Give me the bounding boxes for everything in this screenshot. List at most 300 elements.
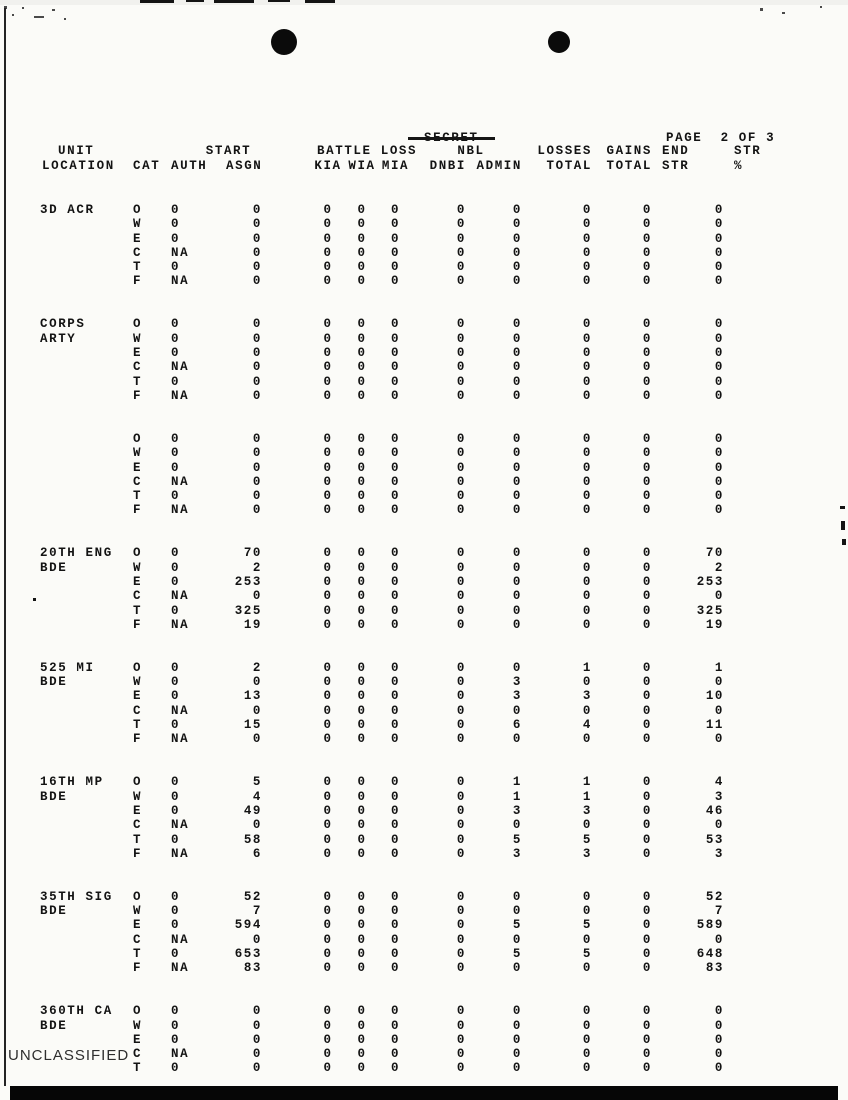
gap-cell: [262, 847, 311, 861]
table-header: [40, 144, 772, 203]
gap-cell: [262, 561, 311, 575]
cat-cell: E: [133, 460, 143, 475]
scan-noise: [782, 12, 785, 14]
end-str-cell: 0: [714, 818, 725, 833]
unit-cell: [40, 575, 133, 589]
kia-cell: 0: [323, 932, 333, 947]
admin-cell: 0: [512, 260, 523, 275]
str-pct-cell: [724, 203, 772, 217]
admin-cell: 0: [512, 575, 523, 589]
table-row: [40, 618, 772, 632]
end-str-cell: 0: [714, 1032, 725, 1047]
str-pct-cell: [724, 918, 772, 932]
mia-cell: 0: [390, 388, 401, 403]
mia-cell: 0: [390, 374, 401, 389]
losses-total-cell: 0: [582, 1047, 593, 1062]
mia-cell: 0: [390, 803, 401, 818]
table-row: [40, 790, 772, 804]
str-pct-cell: [724, 890, 772, 904]
wia-cell: 0: [357, 1018, 367, 1033]
table-row: [40, 847, 772, 861]
kia-cell: 0: [323, 460, 333, 475]
table-row: [40, 1004, 772, 1018]
gains-total-cell: 0: [642, 617, 653, 632]
end-str-cell: 0: [714, 460, 725, 475]
losses-total-cell: 1: [582, 789, 593, 804]
asgn-cell: 0: [252, 360, 263, 375]
admin-cell: 0: [512, 245, 523, 260]
gains-total-cell: 0: [642, 231, 653, 246]
table-row: [40, 274, 772, 288]
table-row: [40, 933, 772, 947]
losses-total-cell: 0: [582, 1061, 593, 1076]
kia-cell: 0: [323, 846, 333, 861]
gap-cell: [262, 246, 311, 260]
dnbi-cell: 0: [456, 274, 467, 289]
gap-cell: [262, 790, 311, 804]
cat-cell: C: [133, 360, 143, 375]
cat-cell: W: [133, 331, 143, 346]
gap-cell: [262, 947, 311, 961]
gains-total-cell: 0: [642, 446, 653, 461]
losses-total-cell: 0: [582, 231, 593, 246]
auth-cell: NA: [171, 274, 190, 289]
end-str-cell: 0: [714, 503, 725, 518]
dnbi-cell: 0: [456, 388, 467, 403]
admin-cell: 3: [512, 675, 523, 690]
end-str-cell: 3: [714, 789, 725, 804]
str-pct-cell: [724, 575, 772, 589]
scan-noise: [52, 9, 55, 11]
table-row: [40, 804, 772, 818]
scan-bottom-bar: [10, 1086, 838, 1100]
str-pct-cell: [724, 375, 772, 389]
gains-total-cell: 0: [642, 217, 653, 232]
cat-cell: W: [133, 675, 143, 690]
col-header-location: LOCATION: [42, 159, 115, 173]
gap-cell: [262, 260, 311, 274]
admin-cell: 0: [512, 503, 523, 518]
gap-cell: [262, 1019, 311, 1033]
table-row: [40, 718, 772, 732]
col-header-unit: UNIT: [58, 144, 95, 158]
mia-cell: 0: [390, 675, 401, 690]
table-row: [40, 489, 772, 503]
unit-cell: [40, 1033, 133, 1047]
auth-cell: 0: [171, 718, 181, 733]
unit-cell: [40, 933, 133, 947]
asgn-cell: 0: [252, 217, 263, 232]
wia-cell: 0: [357, 203, 367, 217]
col-header-spacer: [133, 144, 171, 159]
gains-total-cell: 0: [642, 889, 653, 904]
col-header-gains-total: TOTAL: [606, 159, 653, 173]
table-row: [40, 246, 772, 260]
kia-cell: 0: [323, 360, 333, 375]
admin-cell: 0: [512, 961, 523, 976]
kia-cell: 0: [323, 617, 333, 632]
dnbi-cell: 0: [456, 446, 467, 461]
losses-total-cell: 0: [582, 317, 593, 332]
gap-cell: [262, 346, 311, 360]
gap-cell: [262, 661, 311, 675]
gap-cell: [262, 1061, 311, 1075]
mia-cell: 0: [390, 203, 401, 217]
unit-cell: [40, 232, 133, 246]
mia-cell: 0: [390, 217, 401, 232]
wia-cell: 0: [357, 603, 367, 618]
mia-cell: 0: [390, 546, 401, 561]
gap-cell: [262, 575, 311, 589]
gap-cell: [262, 232, 311, 246]
str-pct-cell: [724, 432, 772, 446]
admin-cell: 0: [512, 703, 523, 718]
mia-cell: 0: [390, 832, 401, 847]
kia-cell: 0: [323, 431, 333, 446]
admin-cell: 1: [512, 775, 523, 790]
gains-total-cell: 0: [642, 904, 653, 919]
end-str-cell: 0: [714, 274, 725, 289]
unit-cell: [40, 446, 133, 460]
str-pct-cell: [724, 718, 772, 732]
unit-cell: [40, 818, 133, 832]
dnbi-cell: 0: [456, 560, 467, 575]
kia-cell: 0: [323, 388, 333, 403]
admin-cell: 0: [512, 617, 523, 632]
dnbi-cell: 0: [456, 245, 467, 260]
gap-cell: [262, 332, 311, 346]
gains-total-cell: 0: [642, 775, 653, 790]
asgn-cell: 2: [252, 660, 263, 675]
dnbi-cell: 0: [456, 474, 467, 489]
admin-cell: 0: [512, 889, 523, 904]
unit-cell: [40, 833, 133, 847]
gains-total-cell: 0: [642, 1047, 653, 1062]
cat-cell: W: [133, 904, 143, 919]
kia-cell: 0: [323, 961, 333, 976]
dnbi-cell: 0: [456, 775, 467, 790]
losses-total-cell: 0: [582, 460, 593, 475]
block-gap: [40, 403, 772, 432]
auth-cell: 0: [171, 346, 181, 361]
wia-cell: 0: [357, 560, 367, 575]
kia-cell: 0: [323, 1018, 333, 1033]
wia-cell: 0: [357, 274, 367, 289]
scan-noise: [33, 598, 36, 601]
gains-total-cell: 0: [642, 346, 653, 361]
end-str-cell: 0: [714, 732, 725, 747]
asgn-cell: 0: [252, 489, 263, 504]
table-row: [40, 604, 772, 618]
dnbi-cell: 0: [456, 846, 467, 861]
col-header-mia: MIA: [381, 159, 410, 173]
kia-cell: 0: [323, 703, 333, 718]
losses-total-cell: 0: [582, 346, 593, 361]
str-pct-cell: [724, 475, 772, 489]
scan-noise: [841, 521, 845, 530]
gains-total-cell: 0: [642, 961, 653, 976]
table-row: [40, 346, 772, 360]
unit-cell: [40, 689, 133, 703]
str-pct-cell: [724, 618, 772, 632]
table-row: [40, 904, 772, 918]
wia-cell: 0: [357, 932, 367, 947]
mia-cell: 0: [390, 789, 401, 804]
unit-cell: [40, 389, 133, 403]
auth-cell: NA: [171, 360, 190, 375]
end-str-cell: 253: [696, 575, 725, 589]
report-table-body: [40, 203, 772, 1076]
gap-cell: [262, 274, 311, 288]
asgn-cell: 0: [252, 460, 263, 475]
kia-cell: 0: [323, 203, 333, 217]
asgn-cell: 0: [252, 474, 263, 489]
end-str-cell: 19: [705, 617, 725, 632]
auth-cell: NA: [171, 388, 190, 403]
admin-cell: 3: [512, 803, 523, 818]
auth-cell: 0: [171, 832, 181, 847]
asgn-cell: 7: [252, 904, 263, 919]
col-header-gap: [262, 159, 311, 174]
cat-cell: O: [133, 431, 143, 446]
dnbi-cell: 0: [456, 431, 467, 446]
dnbi-cell: 0: [456, 231, 467, 246]
kia-cell: 0: [323, 818, 333, 833]
str-pct-cell: [724, 1019, 772, 1033]
kia-cell: 0: [323, 575, 333, 589]
losses-total-cell: 3: [582, 689, 593, 704]
admin-cell: 0: [512, 317, 523, 332]
str-pct-cell: [724, 1061, 772, 1075]
gains-total-cell: 0: [642, 431, 653, 446]
losses-total-cell: 0: [582, 503, 593, 518]
cat-cell: T: [133, 832, 143, 847]
footer-classification: UNCLASSIFIED: [8, 1047, 130, 1064]
unit-cell: [40, 274, 133, 288]
unit-cell: [40, 718, 133, 732]
mia-cell: 0: [390, 431, 401, 446]
asgn-cell: 0: [252, 260, 263, 275]
asgn-cell: 19: [243, 617, 263, 632]
gains-total-cell: 0: [642, 689, 653, 704]
wia-cell: 0: [357, 904, 367, 919]
dnbi-cell: 0: [456, 317, 467, 332]
col-header-pct: %: [734, 159, 744, 173]
gap-cell: [262, 1047, 311, 1061]
losses-total-cell: 0: [582, 932, 593, 947]
table-row: [40, 675, 772, 689]
wia-cell: 0: [357, 775, 367, 790]
kia-cell: 0: [323, 560, 333, 575]
scan-noise: [842, 539, 846, 545]
losses-total-cell: 0: [582, 560, 593, 575]
gap-cell: [262, 503, 311, 517]
scan-noise: [268, 0, 290, 2]
mia-cell: 0: [390, 1061, 401, 1076]
cat-cell: W: [133, 560, 143, 575]
gap-cell: [262, 689, 311, 703]
wia-cell: 0: [357, 460, 367, 475]
gains-total-cell: 0: [642, 489, 653, 504]
col-header-str: STR: [734, 144, 762, 158]
str-pct-cell: [724, 604, 772, 618]
dnbi-cell: 0: [456, 904, 467, 919]
auth-cell: 0: [171, 374, 181, 389]
asgn-cell: 58: [243, 832, 263, 847]
str-pct-cell: [724, 589, 772, 603]
kia-cell: 0: [323, 803, 333, 818]
auth-cell: 0: [171, 231, 181, 246]
gains-total-cell: 0: [642, 460, 653, 475]
losses-total-cell: 0: [582, 1032, 593, 1047]
kia-cell: 0: [323, 889, 333, 904]
kia-cell: 0: [323, 918, 333, 933]
gains-total-cell: 0: [642, 388, 653, 403]
wia-cell: 0: [357, 317, 367, 332]
mia-cell: 0: [390, 489, 401, 504]
gains-total-cell: 0: [642, 732, 653, 747]
auth-cell: 0: [171, 1004, 181, 1019]
asgn-cell: 0: [252, 1004, 263, 1019]
kia-cell: 0: [323, 489, 333, 504]
mia-cell: 0: [390, 503, 401, 518]
gap-cell: [262, 890, 311, 904]
losses-total-cell: 3: [582, 846, 593, 861]
wia-cell: 0: [357, 818, 367, 833]
asgn-cell: 325: [234, 603, 263, 618]
str-pct-cell: [724, 675, 772, 689]
gap-cell: [262, 317, 311, 331]
auth-cell: 0: [171, 775, 181, 790]
str-pct-cell: [724, 561, 772, 575]
str-pct-cell: [724, 732, 772, 746]
unit-cell: [40, 375, 133, 389]
dnbi-cell: 0: [456, 589, 467, 604]
dnbi-cell: 0: [456, 331, 467, 346]
block-gap: [40, 976, 772, 1005]
mia-cell: 0: [390, 775, 401, 790]
admin-cell: 0: [512, 374, 523, 389]
kia-cell: 0: [323, 474, 333, 489]
auth-cell: 0: [171, 1018, 181, 1033]
losses-total-cell: 0: [582, 331, 593, 346]
mia-cell: 0: [390, 589, 401, 604]
table-row: [40, 260, 772, 274]
unit-cell: CORPS: [40, 317, 86, 332]
mia-cell: 0: [390, 245, 401, 260]
col-header-gains: GAINS: [606, 144, 653, 158]
cat-cell: C: [133, 589, 143, 604]
losses-total-cell: 0: [582, 217, 593, 232]
table-row: [40, 503, 772, 517]
end-str-cell: 0: [714, 317, 725, 332]
cat-cell: W: [133, 446, 143, 461]
auth-cell: 0: [171, 675, 181, 690]
admin-cell: 5: [512, 947, 523, 961]
asgn-cell: 0: [252, 1032, 263, 1047]
mia-cell: 0: [390, 260, 401, 275]
asgn-cell: 0: [252, 274, 263, 289]
scan-noise: [760, 8, 763, 11]
mia-cell: 0: [390, 932, 401, 947]
gains-total-cell: 0: [642, 947, 653, 961]
scan-noise: [64, 18, 66, 20]
mia-cell: 0: [390, 818, 401, 833]
gains-total-cell: 0: [642, 317, 653, 332]
gap-cell: [262, 589, 311, 603]
wia-cell: 0: [357, 374, 367, 389]
asgn-cell: 70: [243, 546, 263, 561]
losses-total-cell: 0: [582, 431, 593, 446]
wia-cell: 0: [357, 703, 367, 718]
wia-cell: 0: [357, 961, 367, 976]
wia-cell: 0: [357, 947, 367, 961]
gains-total-cell: 0: [642, 789, 653, 804]
admin-cell: 5: [512, 918, 523, 933]
end-str-cell: 325: [696, 603, 725, 618]
wia-cell: 0: [357, 589, 367, 604]
dnbi-cell: 0: [456, 732, 467, 747]
kia-cell: 0: [323, 274, 333, 289]
dnbi-cell: 0: [456, 889, 467, 904]
losses-total-cell: 0: [582, 904, 593, 919]
losses-total-cell: 0: [582, 446, 593, 461]
gap-cell: [262, 833, 311, 847]
wia-cell: 0: [357, 718, 367, 733]
kia-cell: 0: [323, 718, 333, 733]
end-str-cell: 0: [714, 675, 725, 690]
admin-cell: 5: [512, 832, 523, 847]
gains-total-cell: 0: [642, 818, 653, 833]
block-gap: [40, 747, 772, 776]
kia-cell: 0: [323, 1032, 333, 1047]
losses-total-cell: 3: [582, 803, 593, 818]
strike-line: [408, 137, 495, 140]
gap-cell: [262, 546, 311, 560]
gap-cell: [262, 918, 311, 932]
classification-stamp: [424, 131, 479, 145]
gains-total-cell: 0: [642, 918, 653, 933]
table-row: [40, 732, 772, 746]
losses-total-cell: 0: [582, 675, 593, 690]
dnbi-cell: 0: [456, 346, 467, 361]
losses-total-cell: 0: [582, 260, 593, 275]
dnbi-cell: 0: [456, 675, 467, 690]
asgn-cell: 52: [243, 889, 263, 904]
gains-total-cell: 0: [642, 803, 653, 818]
table-row: [40, 360, 772, 374]
table-row: [40, 961, 772, 975]
dnbi-cell: 0: [456, 789, 467, 804]
end-str-cell: 0: [714, 217, 725, 232]
losses-total-cell: 0: [582, 245, 593, 260]
mia-cell: 0: [390, 560, 401, 575]
auth-cell: 0: [171, 947, 181, 961]
end-str-cell: 0: [714, 446, 725, 461]
col-header-end-str: STR: [662, 159, 690, 173]
admin-cell: 0: [512, 932, 523, 947]
auth-cell: NA: [171, 932, 190, 947]
auth-cell: 0: [171, 546, 181, 561]
col-header-admin: ADMIN: [476, 159, 523, 173]
auth-cell: 0: [171, 918, 181, 933]
asgn-cell: 4: [252, 789, 263, 804]
unit-cell: 3D ACR: [40, 203, 95, 217]
cat-cell: C: [133, 474, 143, 489]
block-gap: [40, 518, 772, 547]
cat-cell: C: [133, 1047, 143, 1062]
table-row: [40, 432, 772, 446]
